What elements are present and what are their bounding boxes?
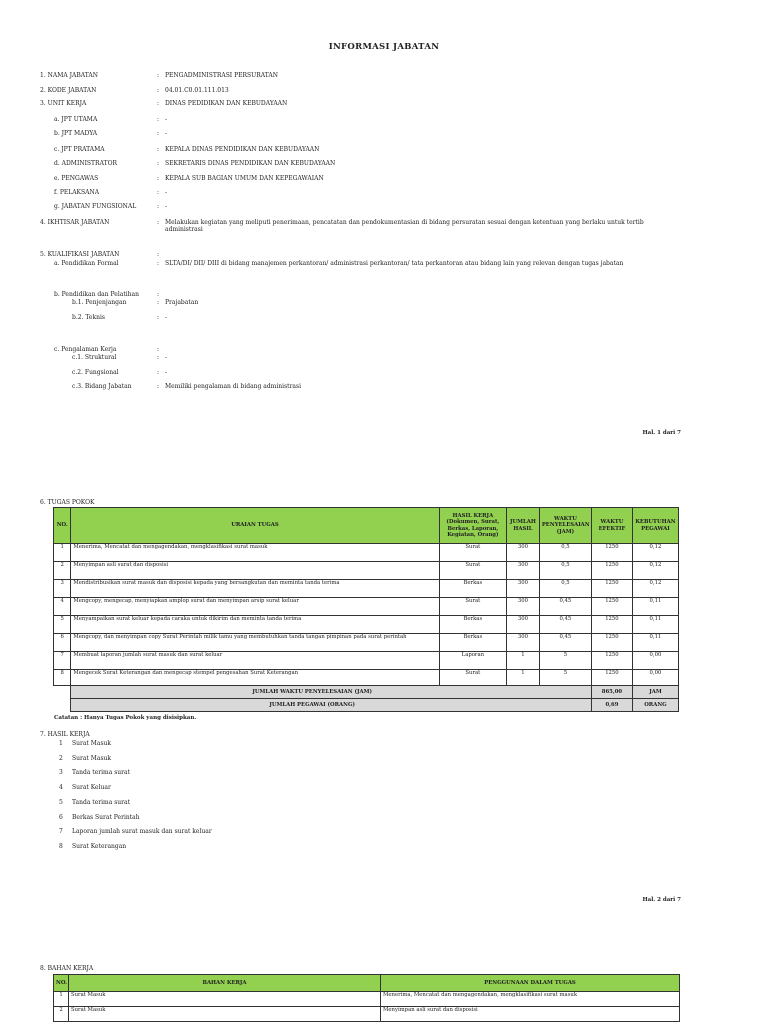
table-cell: 5 [539, 670, 591, 686]
table-cell: 0,5 [539, 580, 591, 598]
table-row [54, 616, 679, 634]
colon: : [157, 346, 160, 353]
page-number: Hal. 1 dari 7 [642, 430, 681, 436]
table-cell: 8 [54, 670, 71, 686]
total-waktu-unit: JAM [632, 686, 678, 699]
table-cell: 0,12 [632, 562, 678, 580]
list-item-number: 3 [59, 769, 63, 777]
penjenjangan-value: Prajabatan [165, 299, 199, 306]
total-pegawai-value: 0,69 [591, 699, 632, 712]
bahan-kerja-table [53, 974, 680, 1022]
list-item: Surat Keterangan [72, 842, 127, 850]
info-label: 3. UNIT KERJA [40, 100, 87, 107]
total-waktu-value: 865,00 [591, 686, 632, 699]
table-cell: 0,12 [632, 544, 678, 562]
struktural-label: c.1. Struktural [72, 354, 117, 361]
info-value: KEPALA SUB BAGIAN UMUM DAN KEPEGAWAIAN [165, 175, 324, 182]
table-cell: 0,00 [632, 670, 678, 686]
total-pegawai-unit: ORANG [632, 699, 678, 712]
table-cell: Menyimpan asli surat dan disposisi [381, 1007, 680, 1022]
table-cell: 300 [507, 562, 540, 580]
table-cell: 5 [54, 616, 71, 634]
colon: : [157, 72, 160, 79]
table-cell: Berkas [439, 616, 507, 634]
table-cell: 1 [54, 992, 69, 1007]
pendidikan-formal-value: SLTA/DI/ DII/ DIII di bidang manajemen perkantoran/ administrasi perkantoran/ tata perkantoran atau bidang lain yang relevan dengan tugas jabatan [165, 260, 624, 267]
table-cell: 1250 [591, 652, 632, 670]
table-cell: 1 [54, 544, 71, 562]
table-cell: 1250 [591, 634, 632, 652]
colon: : [157, 175, 160, 182]
list-item: Surat Masuk [72, 754, 112, 762]
document-title: INFORMASI JABATAN [328, 42, 440, 52]
table-cell: Mendistribusikan surat masuk dan disposisi kepada yang bersangkutan dan meminta tanda terima [71, 580, 439, 598]
table-cell: 0,12 [632, 580, 678, 598]
column-header: NO. [54, 508, 71, 544]
page-number: Hal. 2 dari 7 [642, 897, 681, 903]
info-label: g. JABATAN FUNGSIONAL [54, 203, 137, 210]
table-cell: 0,5 [539, 544, 591, 562]
column-header: HASIL KERJA (Dokumen, Surat, Berkas, Laporan, Kegiatan, Orang) [439, 508, 507, 544]
table-cell: Mengcopy, dan menyimpan copy Surat Perintah milik tamu yang membutuhkan tanda tangan pimpinan pada surat perintah [71, 634, 439, 652]
info-value: 04.01.C0.01.111.013 [165, 87, 229, 94]
info-value: - [165, 189, 168, 196]
table-cell: 7 [54, 652, 71, 670]
colon: : [157, 291, 160, 298]
bidang-value: Memiliki pengalaman di bidang administrasi [165, 383, 302, 390]
table-cell: 2 [54, 1007, 69, 1022]
pendidikan-formal-label: a. Pendidikan Formal [54, 260, 119, 267]
teknis-label: b.2. Teknis [72, 314, 105, 321]
fungsional-label: c.2. Fungsional [72, 369, 119, 376]
colon: : [157, 299, 160, 306]
colon: : [157, 203, 160, 210]
column-header: WAKTU EFEKTIF [591, 508, 632, 544]
table-row [54, 670, 679, 686]
table-cell: 300 [507, 580, 540, 598]
table-header-row [54, 975, 680, 992]
table-cell: 300 [507, 544, 540, 562]
colon: : [157, 354, 160, 361]
hasil-kerja-label: 7. HASIL KERJA [40, 731, 90, 738]
table-cell: 1250 [591, 670, 632, 686]
colon: : [157, 160, 160, 167]
colon: : [157, 314, 160, 321]
list-item-number: 6 [59, 813, 63, 821]
pengalaman-label: c. Pengalaman Kerja [54, 346, 117, 353]
table-cell: Menyampaikan surat keluar kepada caraka untuk dikirim dan meminta tanda terima [71, 616, 439, 634]
table-cell: 1250 [591, 544, 632, 562]
list-item: Surat Masuk [72, 740, 112, 747]
table-cell: 1250 [591, 616, 632, 634]
ikhtisar-label: 4. IKHTISAR JABATAN [40, 219, 110, 226]
table-cell: 0,45 [539, 634, 591, 652]
table-cell: Surat [439, 598, 507, 616]
colon: : [157, 251, 160, 258]
column-header: KEBUTUHAN PEGAWAI [632, 508, 678, 544]
info-value: - [165, 130, 168, 137]
struktural-value: - [165, 354, 168, 361]
list-item: Tanda terima surat [72, 769, 131, 777]
table-cell: Surat Masuk [69, 992, 381, 1007]
table-cell: 1250 [591, 580, 632, 598]
table-cell: 1 [507, 670, 540, 686]
info-value: - [165, 116, 168, 123]
colon: : [157, 100, 160, 107]
info-label: e. PENGAWAS [54, 175, 99, 182]
list-item-number: 1 [59, 740, 63, 747]
total-pegawai-label: JUMLAH PEGAWAI (ORANG) [71, 699, 592, 712]
info-label: 1. NAMA JABATAN [40, 72, 99, 79]
info-value: PENGADMINISTRASI PERSURATAN [165, 72, 278, 79]
table-cell: Mengcopy, mengecap, menyiapkan amplop surat dan menyimpan arsip surat keluar [71, 598, 439, 616]
table-note: Catatan : Hanya Tugas Pokok yang disisipkan. [54, 715, 197, 721]
table-cell: 0,5 [539, 562, 591, 580]
colon: : [157, 189, 160, 196]
info-value: KEPALA DINAS PENDIDIKAN DAN KEBUDAYAAN [165, 146, 320, 153]
colon: : [157, 260, 160, 267]
pelatihan-label: b. Pendidikan dan Pelatihan [54, 291, 139, 298]
table-cell: 0,11 [632, 598, 678, 616]
info-label: a. JPT UTAMA [54, 116, 98, 123]
kualifikasi-label: 5. KUALIFIKASI JABATAN [40, 251, 120, 258]
table-row [54, 992, 680, 1007]
info-label: c. JPT PRATAMA [54, 146, 105, 153]
list-item-number: 5 [59, 798, 63, 806]
column-header: NO. [54, 975, 69, 992]
table-cell: Menerima, Mencatat dan mengagendakan, mengklasifikasi surat masuk [381, 992, 680, 1007]
colon: : [157, 369, 160, 376]
info-label: b. JPT MADYA [54, 130, 98, 137]
colon: : [157, 146, 160, 153]
ikhtisar-line-1: Melakukan kegiatan yang meliputi penerimaan, pencatatan dan pendokumentasian di bidang persuratan sesuai dengan ketentuan yang berlaku untuk tertib [165, 219, 644, 226]
table-cell: Surat Masuk [69, 1007, 381, 1022]
table-cell: Berkas [439, 580, 507, 598]
table-row [54, 562, 679, 580]
table-cell: 0,00 [632, 652, 678, 670]
penjenjangan-label: b.1. Penjenjangan [72, 299, 127, 306]
table-cell: 300 [507, 598, 540, 616]
info-label: d. ADMINISTRATOR [54, 160, 118, 167]
list-item: Laporan jumlah surat masuk dan surat keluar [72, 828, 212, 836]
info-label: 2. KODE JABATAN [40, 87, 97, 94]
table-cell: Surat [439, 562, 507, 580]
table-cell: 1 [507, 652, 540, 670]
table-cell: 5 [539, 652, 591, 670]
column-header: URAIAN TUGAS [71, 508, 439, 544]
table-cell: 4 [54, 598, 71, 616]
table-cell: 1250 [591, 562, 632, 580]
total-waktu-row [54, 686, 679, 699]
table-cell: 0,45 [539, 616, 591, 634]
table-cell: Berkas [439, 634, 507, 652]
column-header: BAHAN KERJA [69, 975, 381, 992]
table-cell: 2 [54, 562, 71, 580]
list-item-number: 7 [59, 828, 63, 836]
info-value: - [165, 203, 168, 210]
tugas-pokok-table [53, 507, 679, 712]
table-cell: Laporan [439, 652, 507, 670]
table-cell: Mengecek Surat Keterangan dan mengecap stempel pengesahan Surat Keterangan [71, 670, 439, 686]
list-item: Tanda terima surat [72, 798, 131, 806]
info-value: SEKRETARIS DINAS PENDIDIKAN DAN KEBUDAYAAN [165, 160, 336, 167]
list-item-number: 8 [59, 842, 63, 850]
list-item: Surat Keluar [72, 784, 111, 792]
bidang-label: c.3. Bidang Jabatan [72, 383, 132, 390]
colon: : [157, 383, 160, 390]
info-label: f. PELAKSANA [54, 189, 100, 196]
table-cell: 1250 [591, 598, 632, 616]
list-item: Berkas Surat Perintah [72, 813, 140, 821]
column-header: WAKTU PENYELESAIAN (JAM) [539, 508, 591, 544]
table-cell: 300 [507, 634, 540, 652]
list-item-number: 4 [59, 784, 63, 792]
colon: : [157, 219, 160, 226]
total-pegawai-row [54, 699, 679, 712]
colon: : [157, 87, 160, 94]
colon: : [157, 116, 160, 123]
table-row [54, 580, 679, 598]
teknis-value: - [165, 314, 168, 321]
info-value: DINAS PEDIDIKAN DAN KEBUDAYAAN [165, 100, 288, 107]
tugas-pokok-label: 6. TUGAS POKOK [40, 499, 95, 506]
table-cell: Menerima, Mencatat dan mengagendakan, mengklasifikasi surat masuk [71, 544, 439, 562]
table-row [54, 1007, 680, 1022]
ikhtisar-line-2: administrasi [165, 226, 203, 233]
list-item-number: 2 [59, 754, 63, 762]
column-header: JUMLAH HASIL [507, 508, 540, 544]
table-cell: Membuat laporan jumlah surat masuk dan surat keluar [71, 652, 439, 670]
table-cell: Menyimpan asli surat dan disposisi [71, 562, 439, 580]
table-cell: 300 [507, 616, 540, 634]
table-row [54, 652, 679, 670]
table-cell: Surat [439, 670, 507, 686]
table-cell: Surat [439, 544, 507, 562]
column-header: PENGGUNAAN DALAM TUGAS [381, 975, 680, 992]
table-header-row [54, 508, 679, 544]
table-cell: 0,11 [632, 616, 678, 634]
table-row [54, 544, 679, 562]
table-cell: 3 [54, 580, 71, 598]
table-row [54, 598, 679, 616]
table-cell: 0,45 [539, 598, 591, 616]
table-cell: 0,11 [632, 634, 678, 652]
bahan-kerja-label: 8. BAHAN KERJA [40, 965, 94, 972]
table-row [54, 634, 679, 652]
table-cell: 6 [54, 634, 71, 652]
fungsional-value: - [165, 369, 168, 376]
total-waktu-label: JUMLAH WAKTU PENYELESAIAN (JAM) [71, 686, 592, 699]
colon: : [157, 130, 160, 137]
